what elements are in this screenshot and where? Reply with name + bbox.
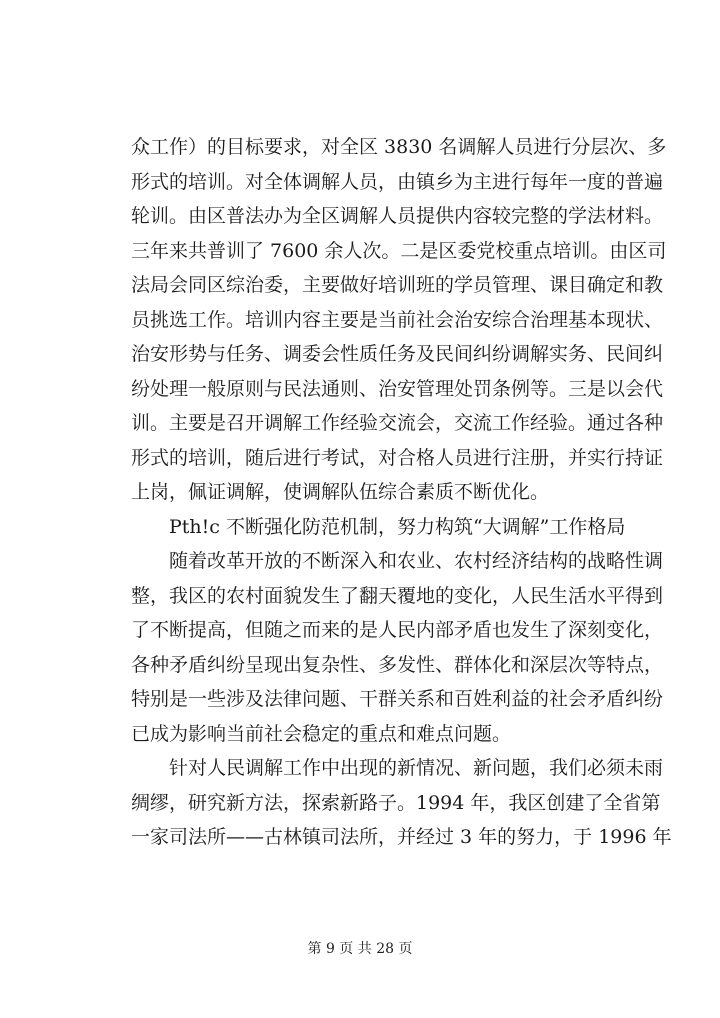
text-line: 三年来共普训了 7600 余人次。二是区委党校重点培训。由区司 [131,239,667,262]
text-line: 众工作）的目标要求，对全区 3830 名调解人员进行分层次、多 [131,136,667,158]
text-line: 整，我区的农村面貌发生了翻天覆地的变化，人民生活水平得到 [131,584,664,607]
text-line: 法局会同区综治委，主要做好培训班的学员管理、课目确定和教 [131,274,664,296]
text-line: 形式的培训，随后进行考试，对合格人员进行注册，并实行持证 [131,446,664,469]
text-line: 了不断提高，但随之而来的是人民内部矛盾也发生了深刻变化， [131,619,664,641]
text-line: 训。主要是召开调解工作经验交流会，交流工作经验。通过各种 [131,412,664,434]
text-line: 随着改革开放的不断深入和农业、农村经济结构的战略性调 [169,550,664,572]
text-line: 治安形势与任务、调委会性质任务及民间纠纷调解实务、民间纠 [131,343,664,365]
text-line: 绸缪，研究新方法，探索新路子。1994 年，我区创建了全省第 [131,791,661,814]
text-line: 纷处理一般原则与民法通则、治安管理处罚条例等。三是以会代 [131,377,664,400]
text-line: 特别是一些涉及法律问题、干群关系和百姓利益的社会矛盾纠纷 [131,688,664,710]
text-line: Pth!c 不断强化防范机制，努力构筑“大调解”工作格局 [169,515,626,538]
body-text [131,130,672,855]
text-line: 一家司法所——古林镇司法所，并经过 3 年的努力，于 1996 年 [131,826,672,848]
text-line: 轮训。由区普法办为全区调解人员提供内容较完整的学法材料。 [131,205,664,227]
text-line: 针对人民调解工作中出现的新情况、新问题，我们必须未雨 [169,757,664,779]
text-line: 各种矛盾纠纷呈现出复杂性、多发性、群体化和深层次等特点， [131,653,664,676]
text-line: 形式的培训。对全体调解人员，由镇乡为主进行每年一度的普遍 [131,170,664,193]
text-line: 上岗，佩证调解，使调解队伍综合素质不断优化。 [131,481,550,503]
text-line: 员挑选工作。培训内容主要是当前社会治安综合治理基本现状、 [131,308,664,331]
text-line: 已成为影响当前社会稳定的重点和难点问题。 [131,722,512,745]
page-footer: 第 9 页 共 28 页 [307,941,413,957]
